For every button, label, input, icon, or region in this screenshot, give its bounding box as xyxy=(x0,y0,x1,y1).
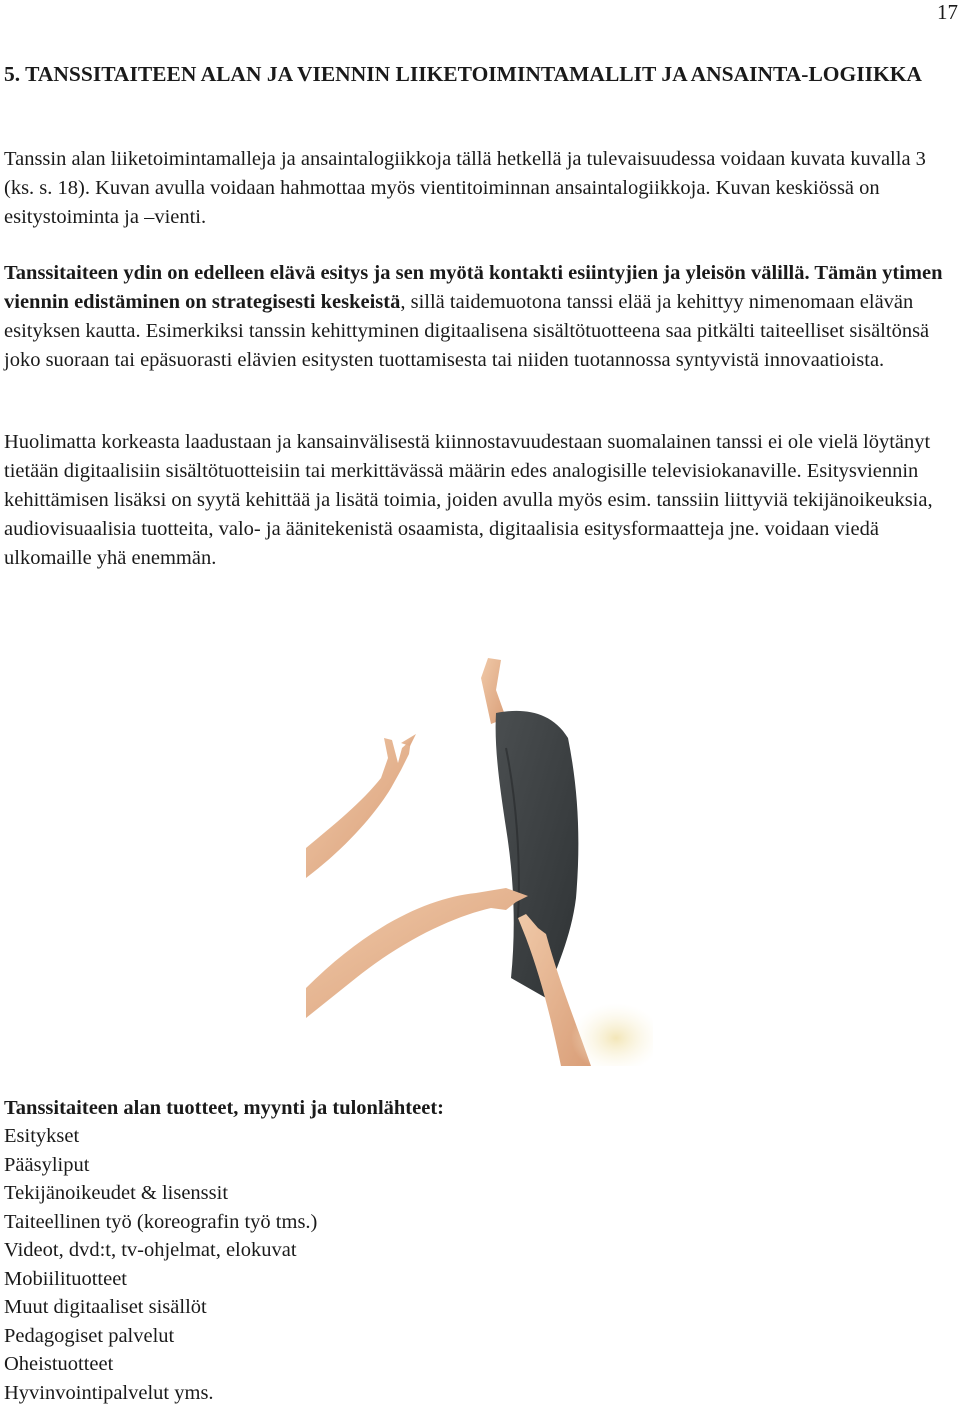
list-item: Tekijänoikeudet & lisenssit xyxy=(4,1179,317,1208)
page-number: 17 xyxy=(937,0,958,24)
list-item: Pedagogiset palvelut xyxy=(4,1322,317,1351)
paragraph-intro: Tanssin alan liiketoimintamalleja ja ansaintalogiikkoja tällä hetkellä ja tulevaisuudessa voidaan kuvata kuvalla 3 (ks. s. 18). Kuvan avulla voidaan hahmottaa myös vientitoiminnan ansaintalogiikkoja. Kuvan keskiössä on esitystoiminta ja –vienti. xyxy=(4,145,954,232)
products-list-title: Tanssitaiteen alan tuotteet, myynti ja tulonlähteet: xyxy=(4,1094,444,1122)
list-item: Oheistuotteet xyxy=(4,1350,317,1379)
section-heading: 5. TANSSITAITEEN ALAN JA VIENNIN LIIKETOIMINTAMALLIT JA ANSAINTA-LOGIIKKA xyxy=(4,60,944,89)
list-item: Esitykset xyxy=(4,1122,317,1151)
paragraph-export: Huolimatta korkeasta laadustaan ja kansainvälisestä kiinnostavuudestaan suomalainen tanssi ei ole vielä löytänyt tietään digitaalisiin sisältötuotteisiin tai merkittävässä määrin edes analogisille televisiokanaville. Esitysviennin kehittämisen lisäksi on syytä kehittää ja lisätä toimia, joiden avulla myös esim. tanssiin liittyviä tekijänoikeuksia, audiovisuaalisia tuotteita, valo- ja äänitekenistä osaamista, digitaalisia esitysformaatteja jne. voidaan viedä ulkomaille yhä enemmän. xyxy=(4,428,954,573)
list-item: Hyvinvointipalvelut yms. xyxy=(4,1379,317,1407)
list-item: Pääsyliput xyxy=(4,1151,317,1180)
dance-photo xyxy=(306,598,653,1066)
list-item: Mobiilituotteet xyxy=(4,1265,317,1294)
products-list xyxy=(4,1122,317,1407)
paragraph-core-normal: , sillä taidemuotona tanssi elää ja kehittyy nimenomaan elävän esityksen kautta. Esimerkiksi tanssin kehittyminen digitaalisena sisältötuotteena saa pitkälti taiteelliset sisältönsä joko suoraan tai epäsuorasti elävien esitysten tuottamisesta tai niiden tuotannossa syntyvistä innovaatioista. xyxy=(4,291,929,371)
list-item: Videot, dvd:t, tv-ohjelmat, elokuvat xyxy=(4,1236,317,1265)
list-item: Muut digitaaliset sisällöt xyxy=(4,1293,317,1322)
list-item: Taiteellinen työ (koreografin työ tms.) xyxy=(4,1208,317,1237)
paragraph-core xyxy=(4,259,954,375)
paragraph-core-bold: Tanssitaiteen ydin on edelleen elävä esitys ja sen myötä kontakti esiintyjien ja yleisön välillä. Tämän ytimen viennin edistäminen on strategisesti keskeistä xyxy=(4,262,943,313)
